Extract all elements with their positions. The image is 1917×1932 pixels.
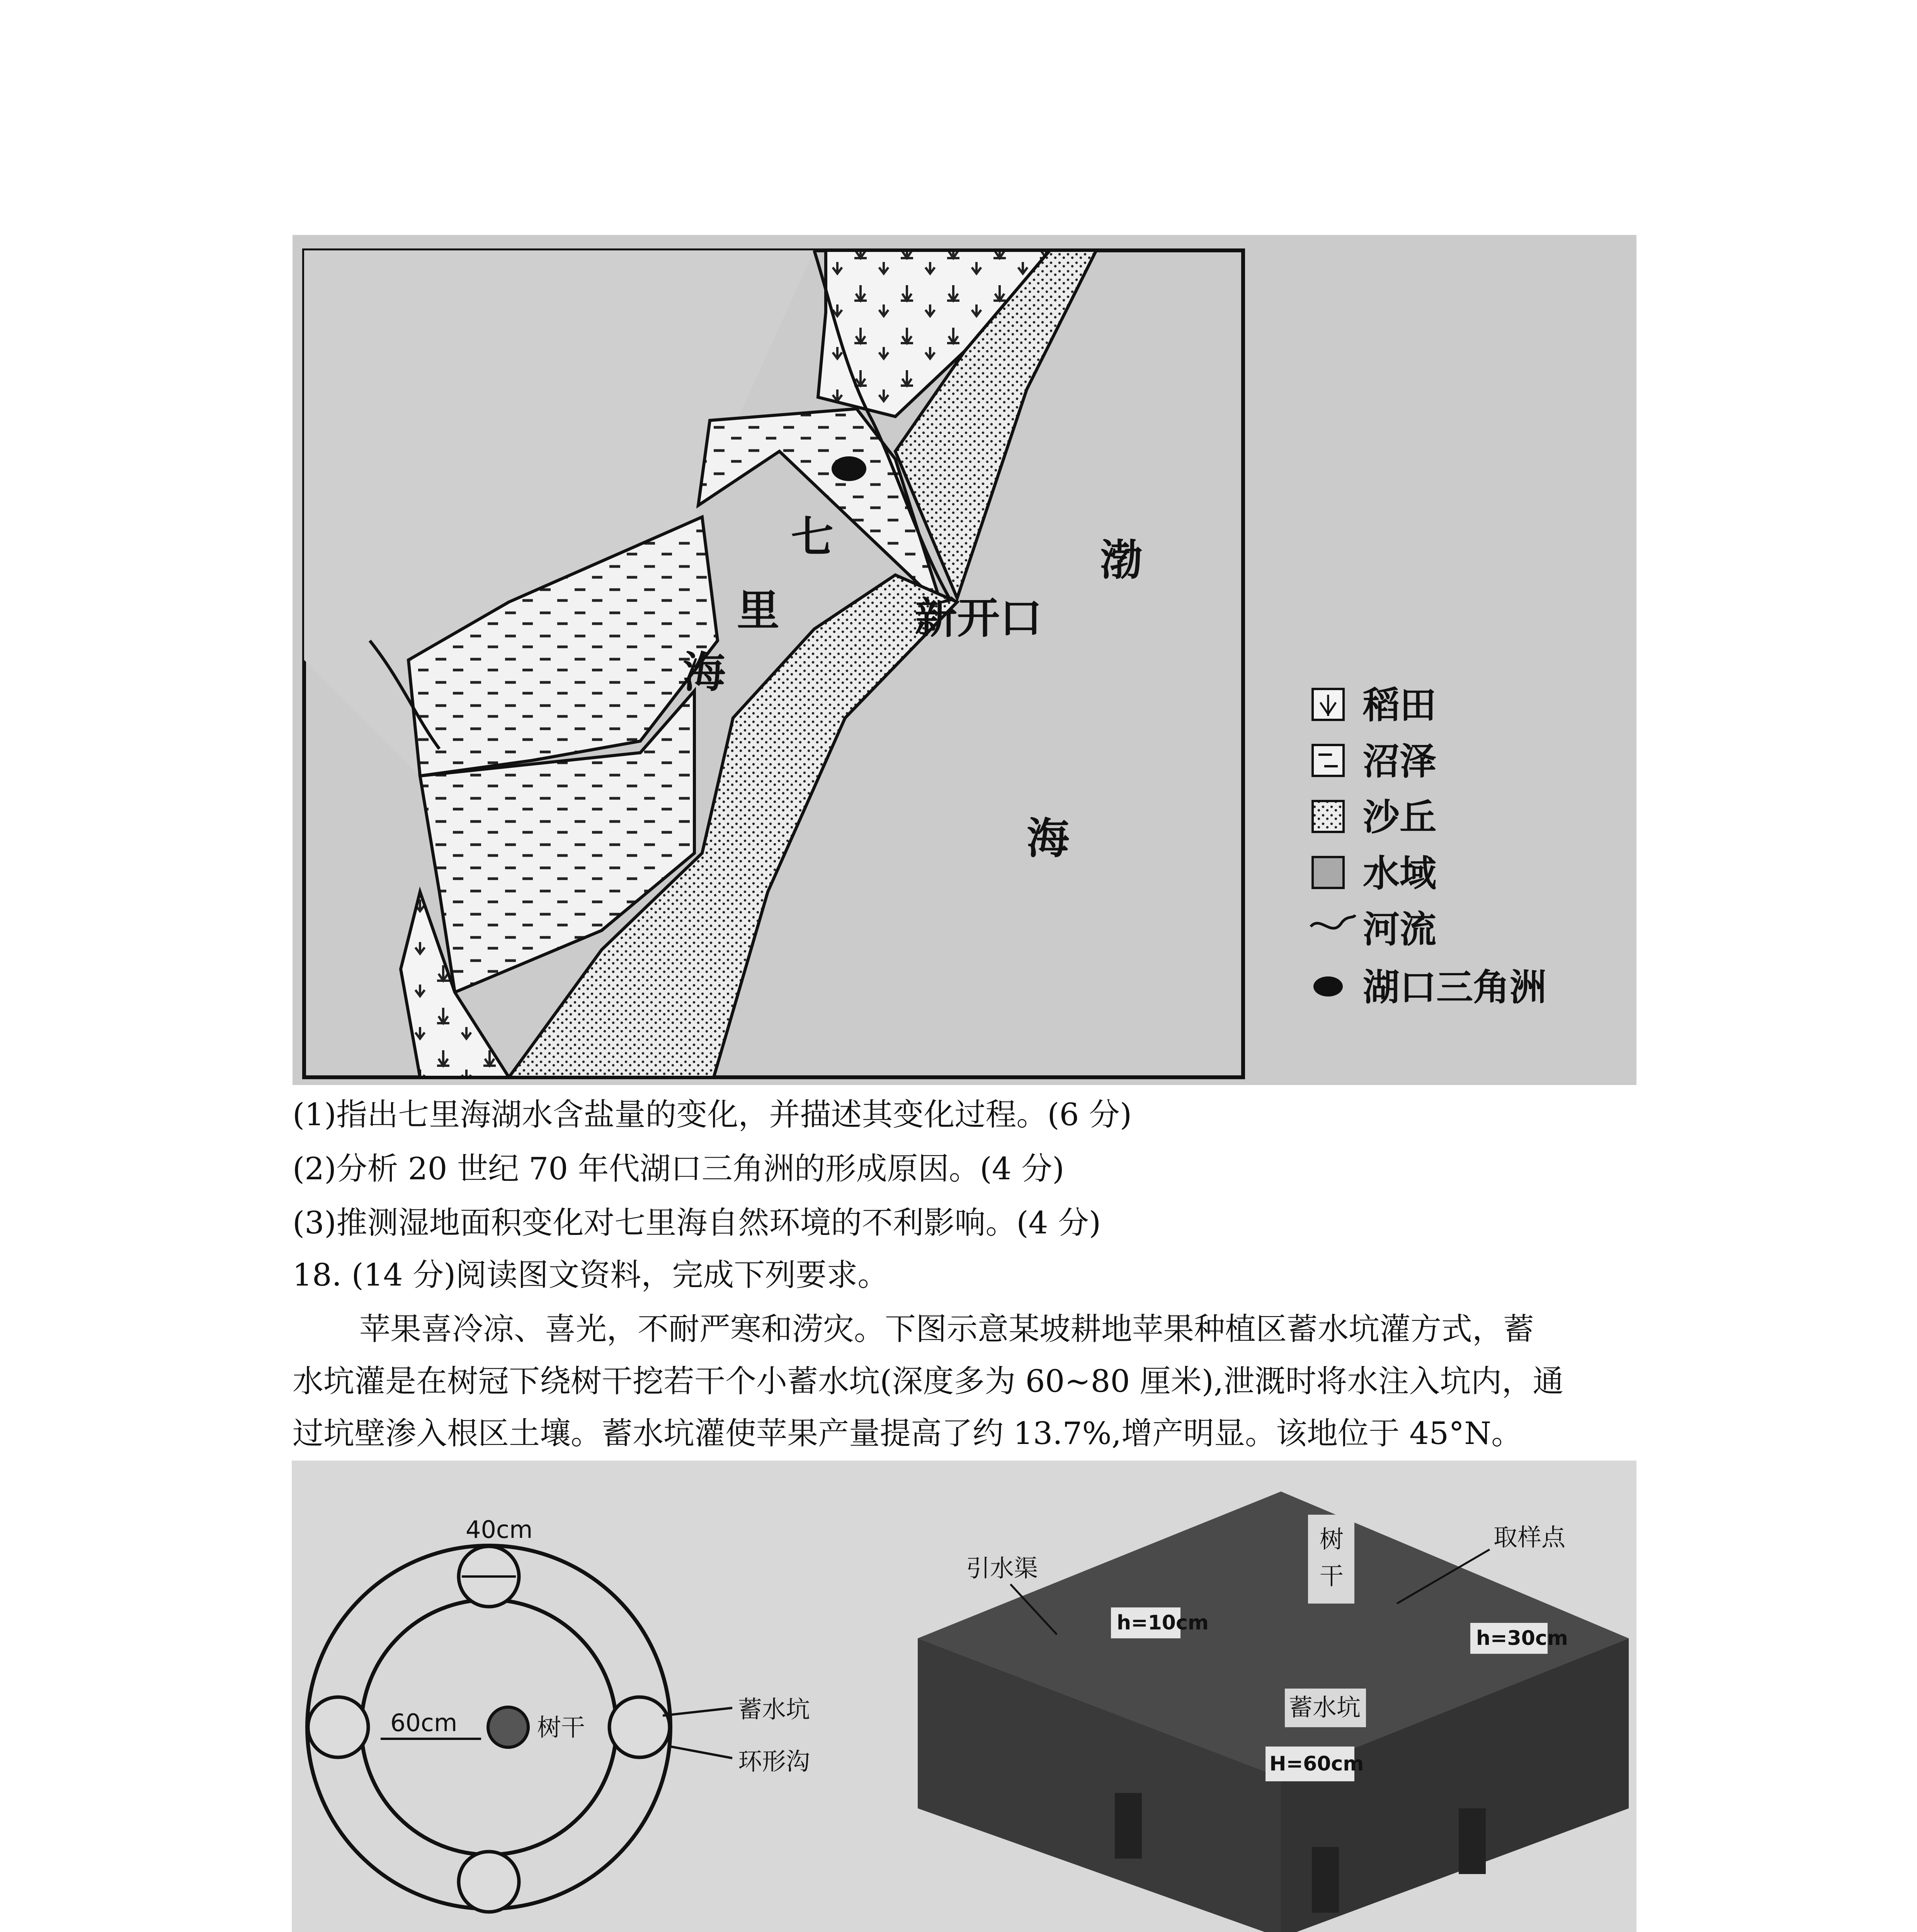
- legend-paddy: 稻田: [1363, 684, 1437, 727]
- label-plan-trunk: 树干: [537, 1713, 585, 1742]
- legend-sand: 沙丘: [1363, 796, 1437, 839]
- label-block-trunk-1: 树: [1320, 1525, 1344, 1553]
- q18-para-line-1: 苹果喜冷凉、喜光，不耐严寒和涝灾。下图示意某坡耕地苹果种植区蓄水坑灌方式，蓄: [359, 1311, 1534, 1347]
- label-lake-hai: 海: [683, 648, 725, 697]
- label-li: 里: [737, 586, 779, 635]
- qilihai-map: [293, 235, 1636, 1085]
- label-60cm: 60cm: [390, 1709, 458, 1737]
- q17-item-1: (1)指出七里海湖水含盐量的变化，并描述其变化过程。(6 分): [293, 1097, 1132, 1133]
- q18-heading: 18. (14 分)阅读图文资料，完成下列要求。: [293, 1257, 889, 1293]
- label-bo: 渤: [1100, 536, 1143, 585]
- q18-para-line-3: 过坑壁渗入根区土壤。蓄水坑灌使苹果产量提高了约 13.7%,增产明显。该地位于 45°N。: [293, 1415, 1522, 1451]
- legend-delta: 湖口三角洲: [1363, 966, 1547, 1009]
- water-area-icon: [1313, 857, 1344, 888]
- paddy-field-icon: [1313, 689, 1344, 720]
- q17-item-2: (2)分析 20 世纪 70 年代湖口三角洲的形成原因。(4 分): [293, 1151, 1065, 1187]
- label-xinkaikou: 新开口: [915, 594, 1042, 643]
- irrigation-figure: [292, 1461, 1636, 1932]
- legend-swamp: 沼泽: [1363, 740, 1437, 783]
- lake-delta-shape: [832, 456, 866, 481]
- label-block-trunk-2: 干: [1320, 1562, 1344, 1590]
- label-plan-ditch: 环形沟: [738, 1747, 810, 1776]
- irrigation-diagram: [292, 1461, 1636, 1932]
- legend-water: 水域: [1363, 852, 1437, 895]
- label-H60: H=60cm: [1269, 1752, 1364, 1776]
- label-sea-hai: 海: [1027, 814, 1069, 863]
- label-sample-point: 取样点: [1493, 1523, 1566, 1551]
- label-h30: h=30cm: [1476, 1627, 1568, 1650]
- q17-item-3: (3)推测湿地面积变化对七里海自然环境的不利影响。(4 分): [293, 1205, 1101, 1241]
- q18-para-line-2: 水坑灌是在树冠下绕树干挖若干个小蓄水坑(深度多为 60~80 厘米),泄溉时将水注入坑内，通: [293, 1363, 1564, 1399]
- label-h10: h=10cm: [1117, 1611, 1209, 1634]
- label-40cm: 40cm: [466, 1515, 533, 1544]
- label-qi: 七: [791, 512, 833, 562]
- qilihai-map-figure: [293, 235, 1636, 1085]
- legend-river: 河流: [1363, 908, 1437, 951]
- sand-dune-icon: [1313, 801, 1344, 832]
- label-plan-pit: 蓄水坑: [738, 1695, 810, 1723]
- label-channel: 引水渠: [966, 1554, 1038, 1582]
- swamp-icon: [1313, 745, 1344, 776]
- trunk-icon: [488, 1707, 528, 1747]
- lake-delta-icon: [1313, 976, 1343, 997]
- label-block-pit: 蓄水坑: [1289, 1693, 1361, 1721]
